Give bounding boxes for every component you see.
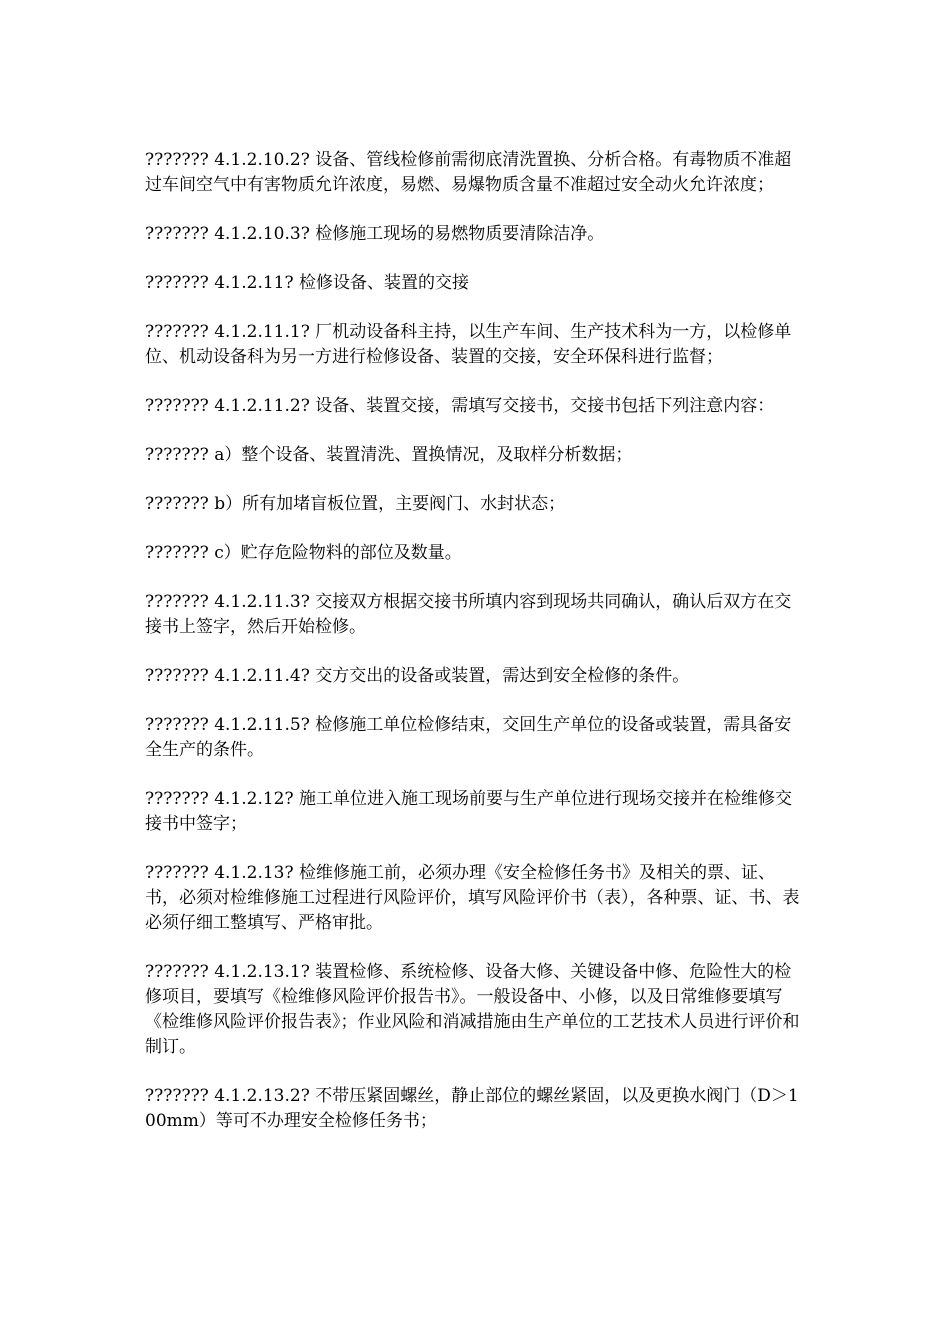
list-item-a: ??????? a）整个设备、装置清洗、置换情况，及取样分析数据； <box>145 445 633 465</box>
paragraph-4-1-2-12: ??????? 4.1.2.12? 施工单位进入施工现场前要与生产单位进行现场交接并在检维修交接书中签字； <box>145 789 793 834</box>
paragraph-4-1-2-11-3: ??????? 4.1.2.11.3? 交接双方根据交接书所填内容到现场共同确认，确认后双方在交接书上签字，然后开始检修。 <box>145 592 792 637</box>
paragraph-4-1-2-10-2: ??????? 4.1.2.10.2? 设备、管线检修前需彻底清洗置换、分析合格。有毒物质不准超过车间空气中有害物质允许浓度，易燃、易爆物质含量不准超过安全动火允许浓度； <box>145 150 792 195</box>
paragraph-4-1-2-11-2: ??????? 4.1.2.11.2? 设备、装置交接，需填写交接书，交接书包括下列注意内容： <box>145 396 775 416</box>
paragraph-4-1-2-11-5: ??????? 4.1.2.11.5? 检修施工单位检修结束，交回生产单位的设备或装置，需具备安全生产的条件。 <box>145 715 792 760</box>
list-item-c: ??????? c）贮存危险物料的部位及数量。 <box>145 543 462 563</box>
section-heading-4-1-2-11: ??????? 4.1.2.11? 检修设备、装置的交接 <box>145 273 470 293</box>
paragraph-4-1-2-11-1: ??????? 4.1.2.11.1? 厂机动设备科主持，以生产车间、生产技术科为一方，以检修单位、机动设备科为另一方进行检修设备、装置的交接，安全环保科进行监督； <box>145 322 792 367</box>
paragraph-4-1-2-13: ??????? 4.1.2.13? 检维修施工前，必须办理《安全检修任务书》及相关的票、证、书，必须对检维修施工过程进行风险评价，填写风险评价书（表），各种票、证、书、表必须仔细工整填写、严格审批。 <box>145 863 800 933</box>
document-body <box>145 148 805 1158</box>
list-item-b: ??????? b）所有加堵盲板位置，主要阀门、水封状态； <box>145 494 566 514</box>
paragraph-4-1-2-13-1: ??????? 4.1.2.13.1? 装置检修、系统检修、设备大修、关键设备中修、危险性大的检修项目，要填写《检维修风险评价报告书》。一般设备中、小修，以及日常维修要填写《检维修风险评价报告表》；作业风险和消减措施由生产单位的工艺技术人员进行评价和制订。 <box>145 962 800 1057</box>
paragraph-4-1-2-10-3: ??????? 4.1.2.10.3? 检修施工现场的易燃物质要清除洁净。 <box>145 224 605 244</box>
paragraph-4-1-2-11-4: ??????? 4.1.2.11.4? 交方交出的设备或装置，需达到安全检修的条件。 <box>145 666 690 686</box>
paragraph-4-1-2-13-2: ??????? 4.1.2.13.2? 不带压紧固螺丝，静止部位的螺丝紧固，以及更换水阀门（D＞100mm）等可不办理安全检修任务书； <box>145 1086 799 1131</box>
